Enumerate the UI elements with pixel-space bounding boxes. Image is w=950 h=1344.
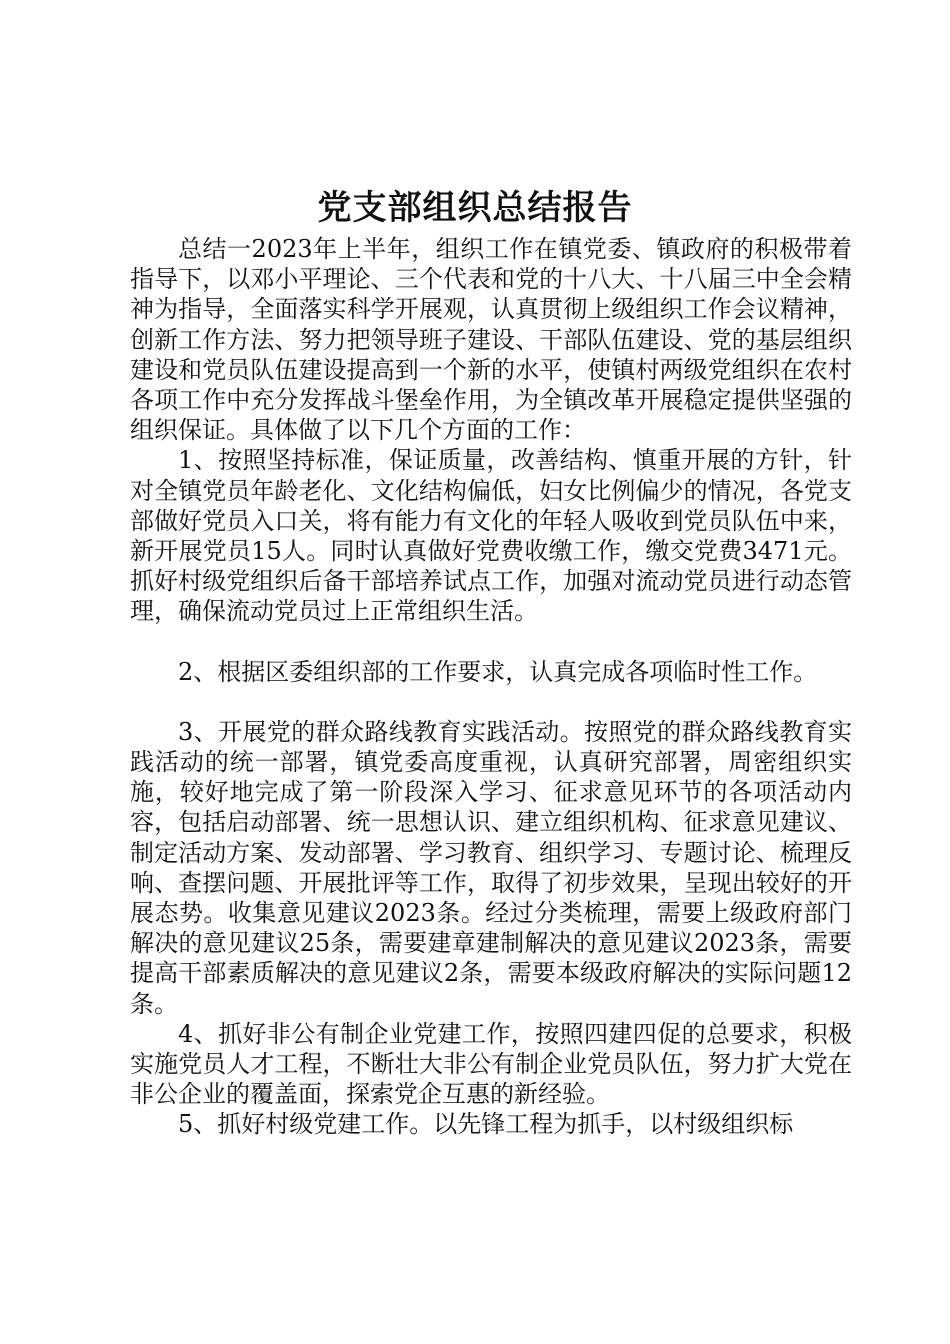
document-body [130,234,852,1140]
document-title: 党支部组织总结报告 [317,188,633,228]
paragraph-item-4: 4、抓好非公有制企业党建工作，按照四建四促的总要求，积极实施党员人才工程，不断壮大非公有制企业党员队伍，努力扩大党在非公企业的覆盖面，探索党企互惠的新经验。 [130,1019,852,1109]
paragraph-item-3: 3、开展党的群众路线教育实践活动。按照党的群众路线教育实践活动的统一部署，镇党委高度重视，认真研究部署，周密组织实施，较好地完成了第一阶段深入学习、征求意见环节的各项活动内容，包括启动部署、统一思想认识、建立组织机构、征求意见建议、制定活动方案、发动部署、学习教育、组织学习、专题讨论、梳理反响、查摆问题、开展批评等工作，取得了初步效果，呈现出较好的开展态势。收集意见建议2023条。经过分类梳理，需要上级政府部门解决的意见建议25条，需要建章建制解决的意见建议2023条，需要提高干部素质解决的意见建议2条，需要本级政府解决的实际问题12条。 [130,717,852,1018]
paragraph-item-2: 2、根据区委组织部的工作要求，认真完成各项临时性工作。 [178,657,818,686]
paragraph-intro: 总结一2023年上半年，组织工作在镇党委、镇政府的积极带着指导下，以邓小平理论、三个代表和党的十八大、十八届三中全会精神为指导，全面落实科学开展观，认真贯彻上级组织工作会议精神，创新工作方法、努力把领导班子建设、干部队伍建设、党的基层组织建设和党员队伍建设提高到一个新的水平，使镇村两级党组织在农村各项工作中充分发挥战斗堡垒作用，为全镇改革开展稳定提供坚强的组织保证。具体做了以下几个方面的工作： [130,235,852,445]
paragraph-item-5: 5、抓好村级党建工作。以先锋工程为抓手，以村级组织标 [178,1110,794,1139]
paragraph-item-1: 1、按照坚持标准，保证质量，改善结构、慎重开展的方针，针对全镇党员年龄老化、文化结构偏低，妇女比例偏少的情况，各党支部做好党员入口关，将有能力有文化的年轻人吸收到党员队伍中来，新开展党员15人。同时认真做好党费收缴工作，缴交党费3471元。抓好村级党组织后备干部培养试点工作，加强对流动党员进行动态管理，确保流动党员过上正常组织生活。 [130,446,852,626]
